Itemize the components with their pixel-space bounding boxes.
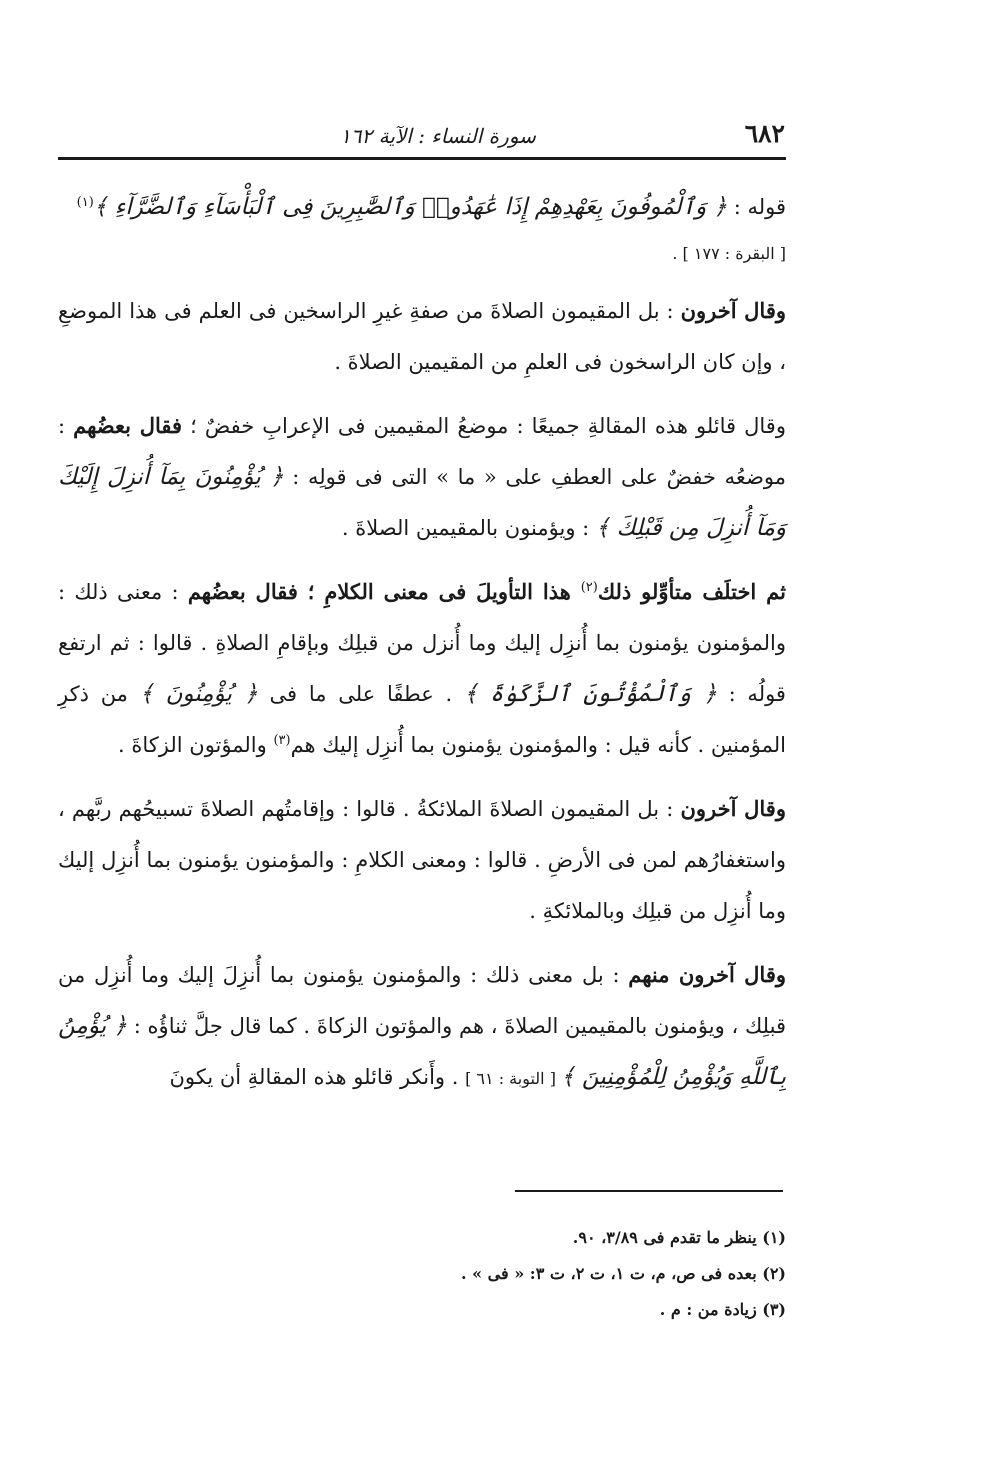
main-text — [58, 182, 786, 1116]
text-run: : بل معنى ذلك : والمؤمنون يؤمنون بما أُنزِلَ إليك وما أُنزِل من قبلِك ، ويؤمنون بالمقيمين الصلاةَ ، هم والمؤتون الزكاةَ . كما قال جلَّ ثناؤُه : — [58, 963, 787, 1038]
footnote-marker: (٢) — [580, 580, 598, 595]
text-run: : بل المقيمون الصلاةَ من صفةِ غيرِ الراسخين فى العلم فى هذا الموضعِ ، وإن كان الراسخون فى العلمِ من المقيمين الصلاةَ . — [58, 299, 786, 374]
text-run: : ويؤمنون بالمقيمين الصلاةَ . — [341, 516, 596, 540]
paragraph — [58, 949, 786, 1104]
text-run: . عطفًا على ما فى — [257, 682, 464, 706]
text-run: والمؤتون الزكاةَ . — [118, 733, 274, 757]
bold-phrase: وقال آخرون — [680, 796, 786, 821]
text-run: قوله : — [727, 195, 786, 219]
text-run: من ذكرِ المؤمنين . كأنه قيل : والمؤمنون يؤمنون بما أُنزِل إليك هم — [58, 682, 786, 757]
bold-phrase: ثم اختلَف متأوِّلو ذلك — [597, 579, 786, 604]
bold-phrase: فقال بعضُهم — [73, 413, 183, 438]
running-head — [60, 108, 785, 148]
quran-quote: ﴿ يُؤْمِنُ بِٱللَّهِ وَيُؤْمِنُ لِلْمُؤْمِنِينَ ﴾ — [58, 1013, 786, 1090]
footnote: (١) ينظر ما تقدم فى ٣/٨٩، ٩٠. — [572, 1228, 786, 1247]
paragraph — [58, 285, 786, 388]
bold-phrase: وقال آخرون — [680, 298, 786, 323]
header-rule — [58, 157, 786, 160]
paragraph — [58, 400, 786, 554]
quran-quote: ﴿ وَٱلْمُؤْتُونَ ٱلزَّكَوٰةَ ﴾ — [464, 681, 717, 707]
bold-phrase: وقال آخرون منهم — [628, 962, 786, 987]
paragraph — [58, 182, 786, 233]
verse-reference-line — [58, 239, 786, 269]
running-title: سورة النساء : الآية ١٦٢ — [340, 124, 536, 148]
footnote-marker: (٣) — [273, 733, 291, 748]
page-number: ٦٨٢ — [744, 119, 785, 148]
footnotes — [58, 1220, 786, 1328]
text-run: : معنى ذلك : والمؤمنون يؤمنون بما أُنزِل إليك وما أُنزل من قبلِك وبإقامِ الصلاةِ . قالوا : ثم ارتفع قولُه : — [58, 580, 786, 706]
quran-quote: ﴿ يُؤْمِنُونَ بِمَآ أُنزِلَ إِلَيْكَ وَمَآ أُنزِلَ مِن قَبْلِكَ ﴾ — [58, 464, 786, 541]
paragraph — [58, 783, 786, 937]
paragraph — [58, 566, 786, 771]
verse-reference: [ التوبة : ٦١ ] — [465, 1069, 562, 1088]
text-run: وقال قائلو هذه المقالةِ جميعًا : موضعُ المقيمين فى الإعرابِ خفضٌ ؛ — [182, 414, 786, 438]
footnote: (٢) بعده فى ص، م، ت ١، ت ٢، ت ٣: « فى » . — [460, 1264, 786, 1283]
bold-phrase: هذا التأويلَ فى معنى الكلامِ ؛ فقال بعضُهم — [187, 579, 581, 604]
verse-reference: [ البقرة : ١٧٧ ] . — [672, 244, 786, 263]
quran-quote: ﴿ وَٱلْمُوفُونَ بِعَهْدِهِمْ إِذَا عَٰهَدُوا۟ وَٱلصَّٰبِرِينَ فِى ٱلْبَأْسَآءِ وَٱلضَّرَّآءِ ﴾ — [93, 194, 728, 220]
footnote-rule — [515, 1190, 783, 1192]
quran-quote: ﴿ يُؤْمِنُونَ ﴾ — [139, 681, 258, 707]
footnote: (٣) زيادة من : م . — [659, 1300, 786, 1319]
text-run: : موضعُه خفضٌ على العطفِ على « ما » التى فى قولِه : — [58, 414, 786, 489]
footnote-marker: (١) — [76, 195, 94, 210]
text-run: . وأَنكر قائلو هذه المقالةِ أن يكونَ — [169, 1065, 466, 1089]
text-run: : بل المقيمون الصلاةَ الملائكةُ . قالوا : وإقامتُهم الصلاةَ تسبيحُهم ربَّهم ، واستغفارُهم لمن فى الأرضِ . قالوا : ومعنى الكلامِ : والمؤمنون يؤمنون بما أُنزِل إليك وما أُنزِل من قبلِك وبالملائكةِ . — [58, 797, 786, 923]
